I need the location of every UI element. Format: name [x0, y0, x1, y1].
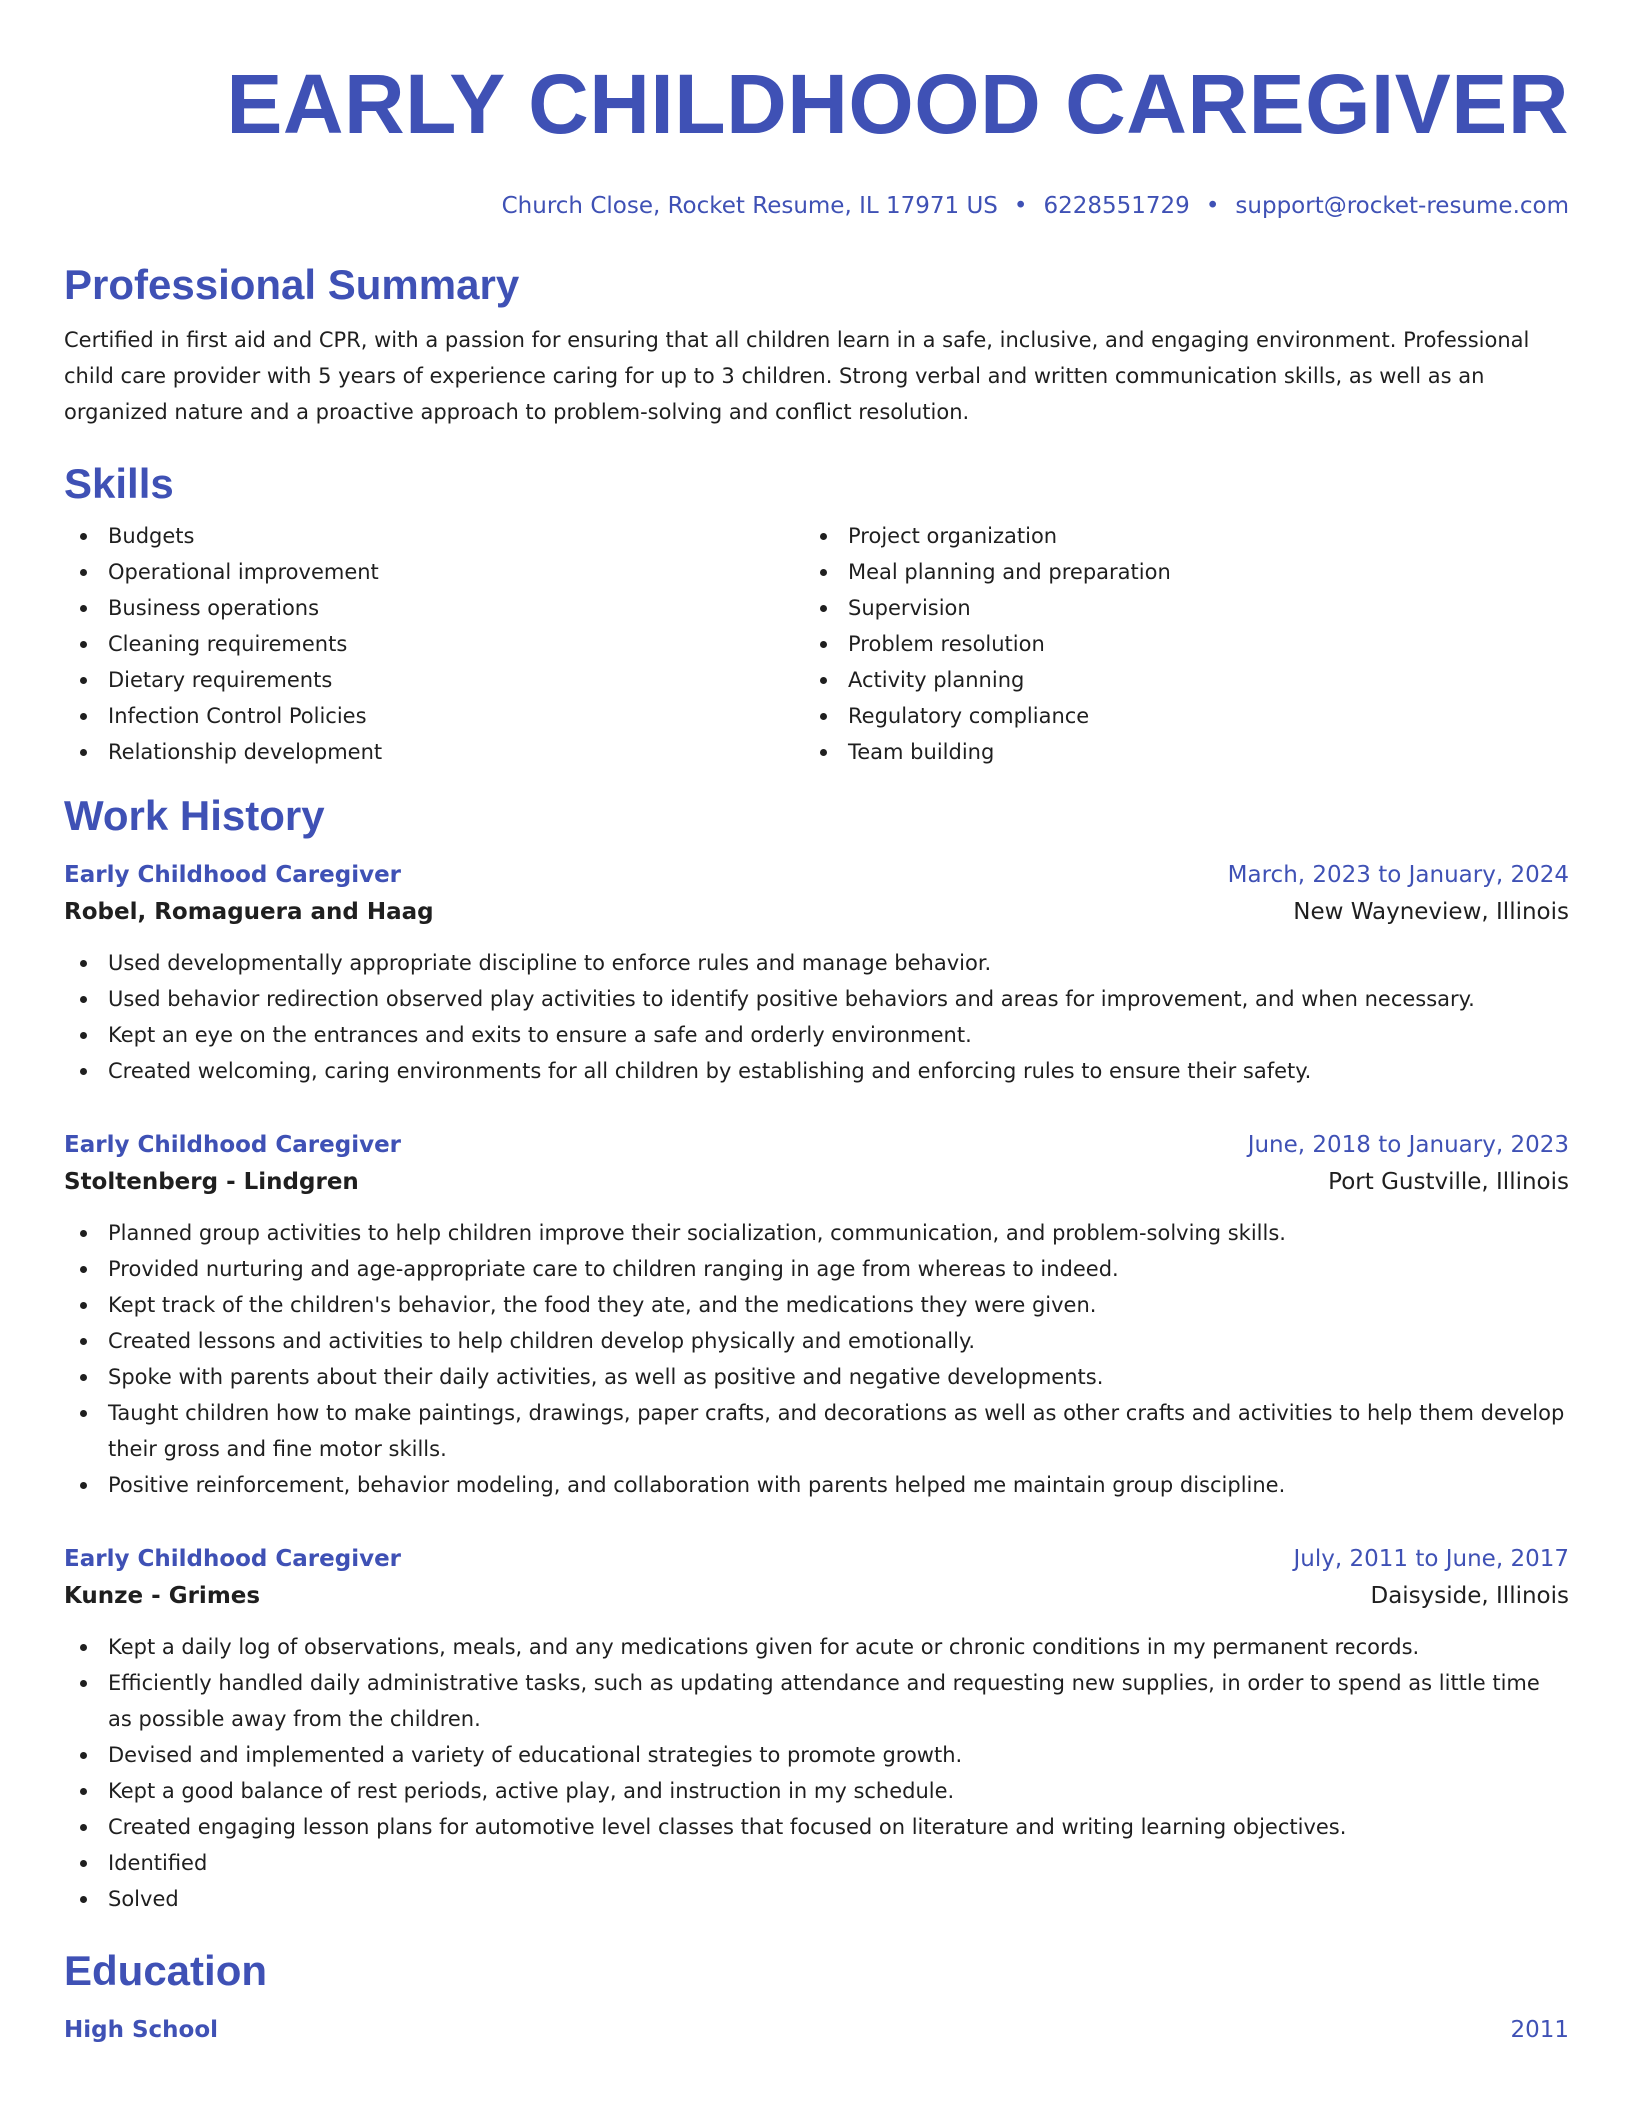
contact-separator: • — [1205, 193, 1220, 219]
job-duty: Devised and implemented a variety of educational strategies to promote growth. — [64, 1737, 1569, 1773]
job-duty: Kept track of the children's behavior, the food they ate, and the medications they were given. — [64, 1287, 1569, 1323]
skill-item: Dietary requirements — [64, 662, 804, 698]
contact-address: Church Close, Rocket Resume, IL 17971 US — [501, 193, 998, 219]
skill-item: Regulatory compliance — [804, 698, 1569, 734]
skills-grid — [64, 518, 1569, 770]
job-duty: Positive reinforcement, behavior modeling, and collaboration with parents helped me maintain group discipline. — [64, 1467, 1569, 1503]
job-title: Early Childhood Caregiver — [64, 1546, 402, 1572]
job-duty: Planned group activities to help children improve their socialization, communication, and problem-solving skills. — [64, 1215, 1569, 1251]
section-title-education: Education — [64, 1947, 268, 1994]
education-degree: High School — [64, 2017, 219, 2043]
skills-list-right — [804, 518, 1569, 770]
skill-item: Supervision — [804, 590, 1569, 626]
skill-item: Infection Control Policies — [64, 698, 804, 734]
skill-item: Business operations — [64, 590, 804, 626]
summary-text: Certified in first aid and CPR, with a passion for ensuring that all children learn in a safe, inclusive, and engaging environment. Professional child care provider with 5 years of experience caring for up to 3 children. Strong verbal and written communication skills, as well as an organized nature and a proactive approach to problem-solving and conflict resolution. — [64, 328, 1530, 424]
work-history-section — [64, 791, 1569, 1917]
education-year: 2011 — [1510, 2017, 1569, 2043]
candidate-name: EARLY CHILDHOOD CAREGIVER — [226, 57, 1569, 151]
job-duty: Created engaging lesson plans for automotive level classes that focused on literature and writing learning objectives. — [64, 1809, 1569, 1845]
job-duty: Created welcoming, caring environments for all children by establishing and enforcing rules to ensure their safety. — [64, 1053, 1569, 1089]
job-duty: Kept an eye on the entrances and exits to ensure a safe and orderly environment. — [64, 1017, 1569, 1053]
job-dates: June, 2018 to January, 2023 — [1247, 1132, 1569, 1158]
skill-item: Cleaning requirements — [64, 626, 804, 662]
job-title: Early Childhood Caregiver — [64, 862, 402, 888]
job-duty: Used developmentally appropriate discipline to enforce rules and manage behavior. — [64, 945, 1569, 981]
skill-item: Team building — [804, 734, 1569, 770]
job-duty: Spoke with parents about their daily activities, as well as positive and negative developments. — [64, 1359, 1569, 1395]
job-entry — [64, 857, 1569, 1089]
job-duties-list — [64, 945, 1569, 1089]
job-title-row — [64, 1541, 1569, 1577]
job-title-row — [64, 857, 1569, 893]
resume-header — [64, 56, 1569, 222]
job-duty: Provided nurturing and age-appropriate care to children ranging in age from whereas to indeed. — [64, 1251, 1569, 1287]
job-location: Port Gustville, Illinois — [1328, 1169, 1569, 1195]
contact-separator: • — [1013, 193, 1028, 219]
job-location: New Wayneview, Illinois — [1293, 899, 1569, 925]
job-dates: July, 2011 to June, 2017 — [1293, 1546, 1569, 1572]
skills-list-left — [64, 518, 804, 770]
contact-line — [64, 190, 1569, 222]
job-duty: Created lessons and activities to help children develop physically and emotionally. — [64, 1323, 1569, 1359]
job-title-row — [64, 1127, 1569, 1163]
skill-item: Problem resolution — [804, 626, 1569, 662]
skill-item: Project organization — [804, 518, 1569, 554]
job-entry — [64, 1541, 1569, 1917]
job-duties-list — [64, 1215, 1569, 1503]
job-company: Stoltenberg - Lindgren — [64, 1169, 359, 1195]
section-title-summary: Professional Summary — [64, 261, 520, 308]
job-title: Early Childhood Caregiver — [64, 1132, 402, 1158]
education-entry — [64, 2012, 1569, 2048]
skill-item: Meal planning and preparation — [804, 554, 1569, 590]
education-section — [64, 1946, 1569, 2048]
job-company: Kunze - Grimes — [64, 1583, 261, 1609]
job-duties-list — [64, 1629, 1569, 1917]
skill-item: Activity planning — [804, 662, 1569, 698]
job-company-row — [64, 1163, 1569, 1201]
contact-phone: 6228551729 — [1043, 193, 1190, 219]
job-location: Daisyside, Illinois — [1370, 1583, 1569, 1609]
job-duty: Kept a good balance of rest periods, active play, and instruction in my schedule. — [64, 1773, 1569, 1809]
skills-section — [64, 459, 1569, 770]
job-entry — [64, 1127, 1569, 1503]
summary-section — [64, 260, 1569, 430]
contact-email[interactable]: support@rocket-resume.com — [1235, 193, 1569, 219]
job-company: Robel, Romaguera and Haag — [64, 899, 434, 925]
section-title-skills: Skills — [64, 460, 174, 507]
job-company-row — [64, 893, 1569, 931]
skill-item: Operational improvement — [64, 554, 804, 590]
job-dates: March, 2023 to January, 2024 — [1227, 862, 1569, 888]
skill-item: Budgets — [64, 518, 804, 554]
job-duty: Efficiently handled daily administrative tasks, such as updating attendance and requesting new supplies, in order to spend as little time as possible away from the children. — [64, 1665, 1569, 1737]
job-duty: Kept a daily log of observations, meals, and any medications given for acute or chronic conditions in my permanent records. — [64, 1629, 1569, 1665]
job-company-row — [64, 1577, 1569, 1615]
section-title-work-history: Work History — [64, 792, 325, 839]
job-duty: Solved — [64, 1881, 1569, 1917]
job-duty: Used behavior redirection observed play activities to identify positive behaviors and areas for improvement, and when necessary. — [64, 981, 1569, 1017]
job-duty: Taught children how to make paintings, drawings, paper crafts, and decorations as well as other crafts and activities to help them develop their gross and fine motor skills. — [64, 1395, 1569, 1467]
job-duty: Identified — [64, 1845, 1569, 1881]
skill-item: Relationship development — [64, 734, 804, 770]
